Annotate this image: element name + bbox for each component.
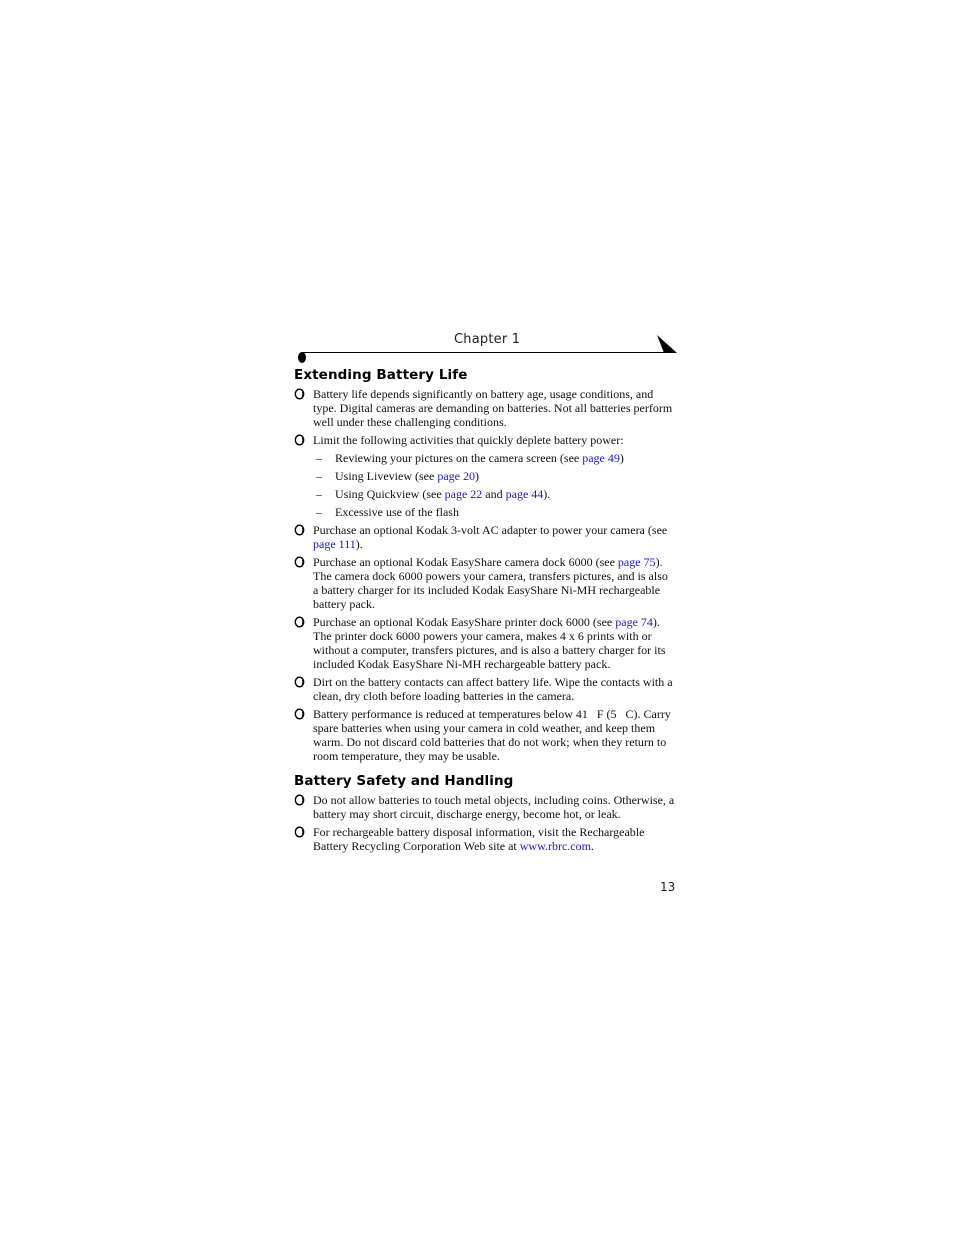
sub-list-item-text [335, 487, 550, 501]
list-item-text [313, 523, 675, 551]
sub-item-text-and: and [482, 487, 506, 501]
list-item-text: Battery performance is reduced at temperatures below 41 F (5 C). Carry spare batteries when using your camera in cold weather, and keep them warm. Do not discard cold batteries that do not work; when they return to room temperature, they may be usable. [313, 707, 671, 763]
sub-item-text-end: ). [543, 487, 551, 501]
sub-item-text: Using Liveview (see [335, 469, 438, 483]
dash-bullet: – [316, 469, 322, 483]
sub-list-item-text [335, 469, 479, 483]
page-content [294, 330, 678, 857]
item-text: For rechargeable battery disposal information, visit the Rechargeable Battery Recycling Corporation Web site at [313, 825, 645, 853]
list-item-text: Limit the following activities that quickly deplete battery power: [313, 433, 624, 447]
section-heading-battery-safety: Battery Safety and Handling [294, 773, 514, 789]
list-item [294, 615, 678, 671]
list-item [294, 825, 678, 853]
item-text-end: ). The printer dock 6000 powers your camera, makes 4 x 6 prints with or without a computer, transfers pictures, and is also a battery charger for its included Kodak EasyShare Ni-MH rechargeable battery pack. [313, 615, 666, 671]
list-item [294, 555, 678, 611]
item-text-end: ). The camera dock 6000 powers your camera, transfers pictures, and is also a battery charger for its included Kodak EasyShare Ni-MH rechargeable battery pack. [313, 555, 668, 611]
list-item [294, 433, 678, 447]
dash-bullet: – [316, 505, 322, 519]
sub-item-text-end: ) [474, 469, 479, 483]
list-item [294, 675, 678, 703]
item-text-end: ). [355, 537, 363, 551]
item-text: Purchase an optional Kodak 3-volt AC adapter to power your camera (see [313, 523, 668, 537]
sub-list-item-text: Excessive use of the flash [335, 505, 459, 519]
sub-list-item [316, 505, 678, 519]
section-heading-extending-battery-life: Extending Battery Life [294, 367, 468, 383]
list-item-text: Battery life depends significantly on battery age, usage conditions, and type. Digital cameras are demanding on batteries. Not all batteries perform well under these challenging conditions. [313, 387, 673, 429]
page-49-link[interactable]: page 49 [582, 451, 620, 465]
page-20-link[interactable]: page 20 [437, 469, 475, 483]
item-text-end: . [590, 839, 594, 853]
sub-item-text-end: ) [619, 451, 624, 465]
sub-list-item [316, 469, 678, 483]
page-44-link[interactable]: page 44 [505, 487, 544, 501]
sub-item-text: Using Quickview (see [335, 487, 445, 501]
rbrc-website-link[interactable]: www.rbrc.com [519, 839, 591, 853]
sub-list-item [316, 487, 678, 501]
list-item [294, 793, 678, 821]
sub-list-item [316, 451, 678, 465]
circle-bullet-icon [294, 825, 313, 853]
circle-bullet-icon [294, 615, 313, 671]
circle-bullet-icon [294, 433, 313, 447]
page-111-link[interactable]: page 111 [313, 537, 356, 551]
sub-list-item-text [335, 451, 624, 465]
list-item-text [313, 825, 675, 853]
circle-bullet-icon [294, 523, 313, 551]
list-item-text [313, 555, 675, 611]
list-item-text: Do not allow batteries to touch metal objects, including coins. Otherwise, a battery may short circuit, discharge energy, become hot, or leak. [313, 793, 675, 821]
item-text: Purchase an optional Kodak EasyShare camera dock 6000 (see [313, 555, 618, 569]
dash-bullet: – [316, 487, 322, 501]
header-rule [302, 352, 664, 353]
item-text: Purchase an optional Kodak EasyShare printer dock 6000 (see [313, 615, 616, 629]
header-arrow-icon [656, 334, 678, 354]
chapter-title: Chapter 1 [454, 332, 521, 347]
chapter-header [294, 330, 678, 356]
circle-bullet-icon [294, 707, 313, 763]
circle-bullet-icon [294, 793, 313, 821]
list-item [294, 707, 678, 763]
header-dot-icon [298, 352, 306, 363]
dash-bullet: – [316, 451, 322, 465]
list-item [294, 523, 678, 551]
sub-item-text: Reviewing your pictures on the camera screen (see [335, 451, 583, 465]
circle-bullet-icon [294, 675, 313, 703]
page-22-link[interactable]: page 22 [444, 487, 483, 501]
circle-bullet-icon [294, 555, 313, 611]
page-number: 13 [660, 880, 676, 894]
list-item [294, 387, 678, 429]
page-74-link[interactable]: page 74 [615, 615, 653, 629]
list-item-text [313, 615, 675, 671]
page-75-link[interactable]: page 75 [617, 555, 656, 569]
sub-list [316, 451, 678, 519]
circle-bullet-icon [294, 387, 313, 429]
list-item-text: Dirt on the battery contacts can affect battery life. Wipe the contacts with a clean, dry cloth before loading batteries in the camera. [313, 675, 673, 703]
